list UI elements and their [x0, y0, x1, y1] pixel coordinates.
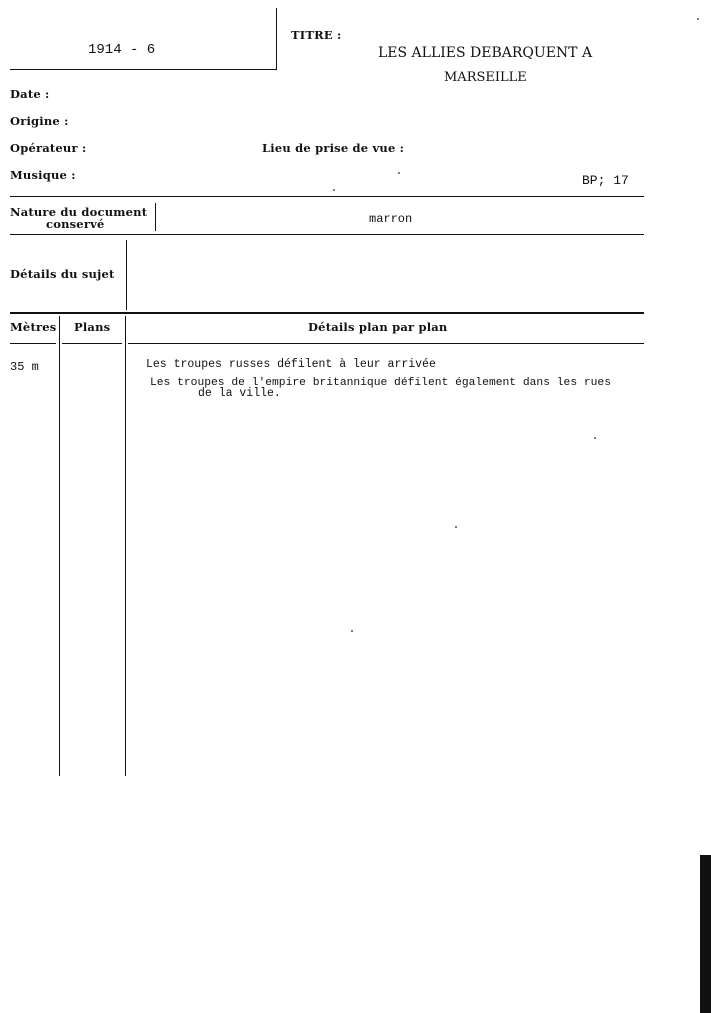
scan-speck [398, 172, 400, 174]
header-divider [276, 8, 277, 70]
row-metres: 35 m [10, 360, 39, 374]
scan-edge [700, 855, 711, 1013]
sujet-label: Détails du sujet [10, 267, 115, 281]
table-header-rule-left [10, 343, 56, 344]
nature-label-line2: conservé [46, 217, 105, 231]
sujet-bottom-rule [10, 312, 644, 314]
origine-label: Origine : [10, 114, 69, 128]
nature-bracket [155, 203, 156, 231]
col-divider-plans [125, 316, 126, 776]
col-header-details: Détails plan par plan [308, 320, 448, 334]
date-label: Date : [10, 87, 50, 101]
scan-speck [697, 18, 699, 20]
nature-bottom-rule [10, 234, 644, 235]
row-detail-line1: Les troupes russes défilent à leur arrivée [146, 358, 436, 371]
scan-speck [594, 437, 596, 439]
header-bottom-rule [10, 69, 277, 70]
musique-label: Musique : [10, 168, 76, 182]
row-detail-line3: de la ville. [198, 387, 281, 400]
document-title-line2: MARSEILLE [444, 70, 527, 85]
row-detail-line2: Les troupes de l'empire britannique défilent également dans les rues [150, 377, 611, 389]
col-header-metres: Mètres [10, 320, 57, 334]
nature-label-line1: Nature du document [10, 205, 148, 219]
nature-value: marron [369, 212, 413, 226]
lieu-de-prise-label: Lieu de prise de vue : [262, 141, 405, 155]
document-title-line1: LES ALLIES DEBARQUENT A [378, 45, 593, 61]
table-header-rule-middle [62, 343, 122, 344]
scan-speck [351, 630, 353, 632]
table-header-rule-right [128, 343, 644, 344]
titre-label: TITRE : [291, 28, 342, 42]
scan-speck [455, 526, 457, 528]
col-divider-metres [59, 316, 60, 776]
sujet-bracket [126, 240, 127, 310]
fields-bottom-rule [10, 196, 644, 197]
operateur-label: Opérateur : [10, 141, 87, 155]
col-header-plans: Plans [74, 320, 111, 334]
bp-code: BP; 17 [582, 173, 629, 188]
scan-speck [333, 189, 335, 191]
reference-number: 1914 - 6 [88, 42, 156, 58]
